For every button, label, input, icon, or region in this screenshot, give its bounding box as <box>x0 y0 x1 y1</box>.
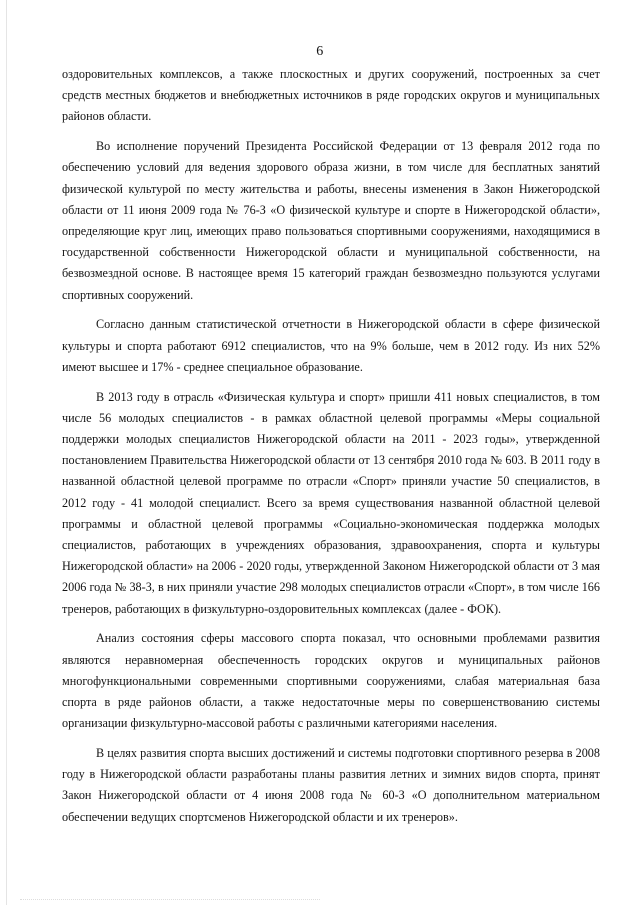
paragraph-new-specialists: В 2013 году в отрасль «Физическая культура и спорт» пришли 411 новых специалистов, в том числе 56 молодых специалистов - в рамках областной целевой программы «Меры социальной поддержки молодых специалистов Нижегородской области на 2011 - 2023 годы», утвержденной постановлением Правительства Нижегородской области от 13 сентября 2010 года № 603. В 2011 году в названной областной целевой программе по отрасли «Спорт» приняли участие 50 специалистов, в 2012 году - 41 молодой специалист. Всего за время существования названной областной целевой программы и областной целевой программы «Социально-экономическая поддержка молодых специалистов, работающих в учреждениях образования, здравоохранения, спорта и культуры Нижегородской области» на 2006 - 2020 годы, утвержденной Законом Нижегородской области от 3 мая 2006 года № 38-З, в них приняли участие 298 молодых специалистов отрасли «Спорт», в том числе 166 тренеров, работающих в физкультурно-оздоровительных комплексах (далее - ФОК). <box>62 389 600 616</box>
page-number: 6 <box>316 44 324 59</box>
document-body <box>62 64 600 836</box>
scan-bottom-artifact <box>20 899 320 903</box>
paragraph-president-instructions: Во исполнение поручений Президента Российской Федерации от 13 февраля 2012 года по обеспечению условий для ведения здорового образа жизни, в том числе для бесплатных занятий физической культурой по месту жительства и работы, внесены изменения в Закон Нижегородской области от 11 июня 2009 года № 76-З «О физической культуре и спорте в Нижегородской области», определяющие круг лиц, имеющих право пользоваться спортивными сооружениями, находящимися в государственной собственности Нижегородской области и муниципальной собственности, на безвозмездной основе. В настоящее время 15 категорий граждан безвозмездно пользуются услугами спортивных сооружений. <box>62 139 600 302</box>
paragraph-continuation: оздоровительных комплексов, а также плоскостных и других сооружений, построенных за счет средств местных бюджетов и внебюджетных источников в ряде городских округов и муниципальных районов области. <box>62 67 600 124</box>
paragraph-statistics: Согласно данным статистической отчетности в Нижегородской области в сфере физической культуры и спорта работают 6912 специалистов, что на 9% больше, чем в 2012 году. Из них 52% имеют высшее и 17% - среднее специальное образование. <box>62 317 600 374</box>
paragraph-high-achievement-sport: В целях развития спорта высших достижений и системы подготовки спортивного резерва в 2008 году в Нижегородской области разработаны планы развития летних и зимних видов спорта, принят Закон Нижегородской области от 4 июня 2008 года № 60-З «О дополнительном материальном обеспечении ведущих спортсменов Нижегородской области и их тренеров». <box>62 746 600 824</box>
paragraph-mass-sport-analysis: Анализ состояния сферы массового спорта показал, что основными проблемами развития являются неравномерная обеспеченность городских округов и муниципальных районов многофункциональными современными спортивными сооружениями, слабая материальная база спорта в ряде районов области, а также недостаточные меры по совершенствованию системы организации физкультурно-массовой работы с различными категориями населения. <box>62 631 600 731</box>
scan-edge-shadow <box>6 0 7 905</box>
